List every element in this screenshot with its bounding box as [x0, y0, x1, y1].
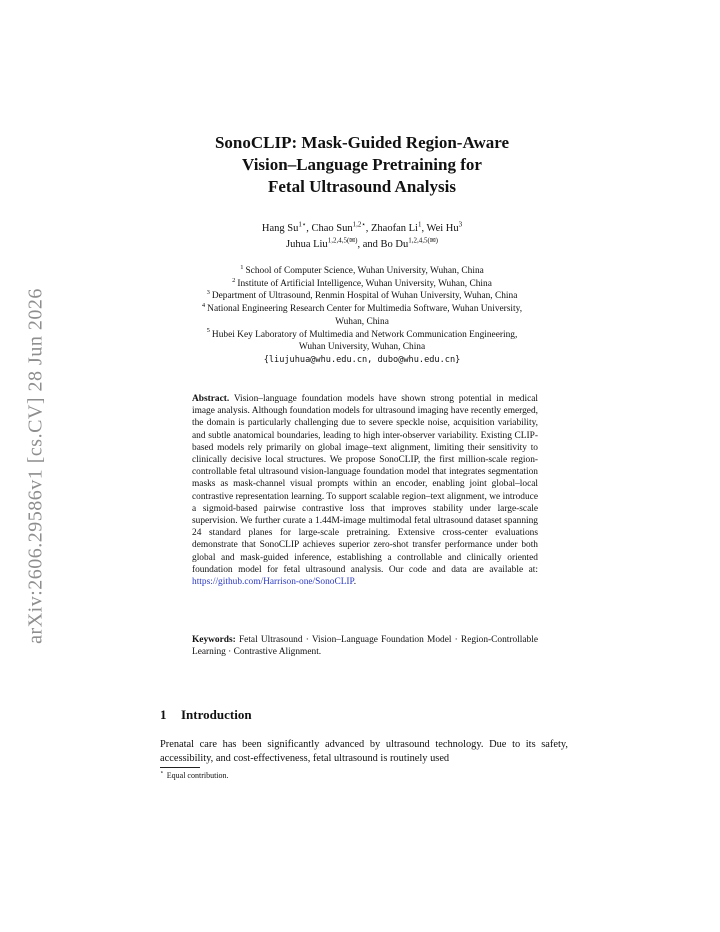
affiliation: $^5$ Hubei Key Laboratory of Multimedia and Network Communication Engineering, Wuhan University, Wuhan, China [206, 327, 518, 353]
author-name: Chao Sun [311, 223, 353, 234]
footnote-text: Equal contribution. [166, 771, 229, 780]
author-list [160, 221, 564, 253]
section-heading [160, 707, 252, 723]
author-line: Juhua Liu$^{1,2,4,5(✉)}$, and Bo $Du^{1,2,4,5(✉)}$ [285, 236, 439, 250]
footnote [160, 771, 229, 780]
author-name: Juhua Liu [285, 239, 328, 250]
affiliation: $^2$ Institute of Artificial Intelligence, Wuhan University, Wuhan, China [232, 276, 492, 289]
author-affil-mark: 1,2,4,5(✉) [327, 236, 358, 245]
keywords-label: Keywords: [192, 635, 236, 645]
author-name: Wei Hu [426, 223, 459, 234]
author-affil-mark: 1,2⋆ [352, 220, 366, 229]
keywords-text: Fetal Ultrasound · Vision–Language Foundation Model · Region-Controllable Learning · Contrastive Alignment. [192, 635, 539, 658]
abstract-label: Abstract. [192, 394, 230, 404]
author-name: Bo Du [380, 239, 409, 250]
intro-paragraph: Prenatal care has been significantly advanced by ultrasound technology. Due to its safety, accessibility, and cost-effectiveness, fetal ultrasound is routinely used [160, 739, 568, 764]
affiliations [150, 265, 574, 367]
paper-title [160, 132, 564, 198]
arxiv-identifier: arXiv:2606.29586v1 [cs.CV] 28 Jun 2026 [24, 288, 47, 644]
section-number: 1 [160, 707, 167, 722]
affiliation: $^3$ Department of Ultrasound, Renmin Hospital of Wuhan University, Wuhan, China [206, 289, 518, 302]
code-link[interactable]: https://github.com/Harrison-one/SonoCLIP [192, 577, 354, 588]
footnote-mark: ⋆ [160, 770, 164, 777]
author-name: Hang Su [261, 223, 299, 234]
author-affil-mark: 1⋆ [298, 220, 307, 229]
abstract-text: Vision–language foundation models have shown strong potential in medical image analysis. Although foundation models for ultrasound imaging have recently emerged, the domain is particularly challenging due to severe speckle noise, acquisition variability, and subtle anatomical boundaries, leading to high inter-observer variability. Existing CLIP-based models rely primarily on global image–text alignment, limiting their sensitivity to clinically decisive local structures. We propose SonoCLIP, the first million-scale region-controllable fetal ultrasound vision-language foundation model that integrates segmentation masks as mask-channel visual prompts within an encoder, enabling joint global–local contrastive representation learning. To support scalable region–text alignment, we introduce a sigmoid-based pairwise contrastive loss that improves stability under large-scale supervision. We further curate a 1.44M-image multimodal fetal ultrasound dataset spanning 24 standard planes for large-scale pretraining. Extensive cross-center evaluations demonstrate that SonoCLIP achieves superior zero-shot transfer performance under both global and mask-guided inference, establishing a controllable and clinically oriented foundation model for fetal ultrasound analysis. Our code and data are available at: [192, 394, 539, 575]
section-title: Introduction [181, 707, 252, 722]
author-name: Zhaofan Li [371, 223, 418, 234]
affiliation: $^4$ National Engineering Research Center for Multimedia Software, Wuhan University, Wuhan, China [201, 301, 523, 327]
author-line: Hang $Su^{1⋆}$, Chao Sun$^{1,2⋆}$, Zhaofan Li$^1$, Wei Hu$^3$ [261, 220, 463, 234]
title-line: Vision–Language Pretraining for [242, 155, 482, 174]
footnote-rule [160, 767, 200, 768]
title-line: SonoCLIP: Mask-Guided Region-Aware [214, 133, 510, 152]
contact-emails[interactable]: {liujuhua@whu.edu.cn, dubo@whu.edu.cn} [263, 354, 461, 365]
author-affil-mark: 3 [458, 220, 463, 229]
keywords [192, 634, 538, 658]
abstract: Abstract. Vision–language foundation models have shown strong potential in medical image analysis. Although foundation models for ultrasound imaging have recently emerged, the domain is particularly challenging due to severe speckle noise, acquisition variability, and subtle anatomical boundaries, leading to high inter-observer variability. Existing CLIP-based models rely primarily on global image–text alignment, limiting their sensitivity to clinically decisive local structures. We propose SonoCLIP, the first million-scale region-controllable fetal ultrasound vision-language foundation model that integrates segmentation masks as mask-channel visual prompts within an encoder, enabling joint global–local contrastive representation learning. To support scalable region–text alignment, we introduce a sigmoid-based pairwise contrastive loss that improves stability under large-scale supervision. We further curate a 1.44M-image multimodal fetal ultrasound dataset spanning 24 standard planes for large-scale pretraining. Extensive cross-center evaluations demonstrate that SonoCLIP achieves superior zero-shot transfer performance under both global and mask-guided inference, establishing a controllable and clinically oriented foundation model for fetal ultrasound analysis. Our code and data are available at: https://github.com/Harrison-one/SonoCLIP. [192, 394, 539, 588]
author-affil-mark: 1 [417, 220, 422, 229]
title-line: Fetal Ultrasound Analysis [268, 177, 456, 196]
affiliation: $^1$ School of Computer Science, Wuhan University, Wuhan, China [240, 263, 484, 276]
author-affil-mark: 1,2,4,5(✉) [408, 236, 439, 245]
